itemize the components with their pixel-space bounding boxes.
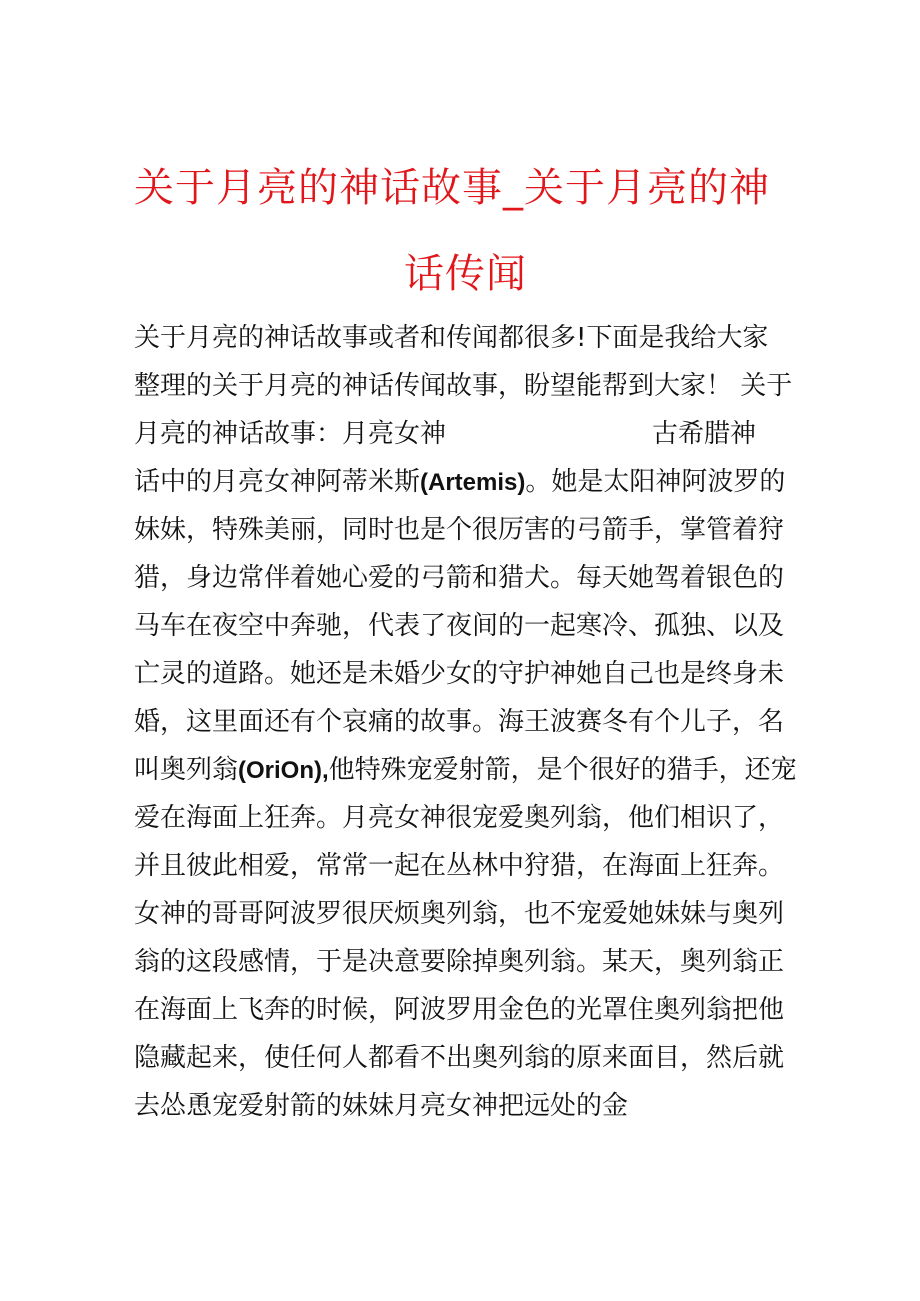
body-line-16: 隐藏起来，使任何人都看不出奥列翁的原来面目，然后就	[134, 1043, 785, 1073]
document-title-line-2: 话传闻	[404, 251, 527, 297]
body-line-6: 猎，身边常伴着她心爱的弓箭和猎犬。每天她驾着银色的	[134, 563, 785, 593]
body-line-4-a: 话中的月亮女神阿蒂米斯	[134, 467, 421, 497]
body-line-15: 在海面上飞奔的时候，阿波罗用金色的光罩住奥列翁把他	[134, 995, 785, 1025]
body-line-10-latin: (OriOn),	[238, 757, 329, 784]
body-line-5: 妹妹，特殊美丽，同时也是个很厉害的弓箭手，掌管着狩	[134, 515, 785, 545]
body-line-4-b: 。她是太阳神阿波罗的	[525, 467, 786, 497]
body-line-8: 亡灵的道路。她还是未婚少女的守护神她自己也是终身未	[134, 659, 785, 689]
body-line-1: 关于月亮的神话故事或者和传闻都很多!下面是我给大家	[134, 323, 769, 353]
body-line-9: 婚，这里面还有个哀痛的故事。海王波赛冬有个儿子，名	[134, 707, 785, 737]
body-line-3-right: 古希腊神	[652, 419, 757, 449]
body-line-11: 爱在海面上狂奔。月亮女神很宠爱奥列翁，他们相识了，	[134, 803, 785, 833]
body-line-4-latin: (Artemis)	[420, 469, 526, 496]
body-line-2: 整理的关于月亮的神话传闻故事，盼望能帮到大家！ 关于	[134, 371, 793, 401]
body-line-12: 并且彼此相爱，常常一起在丛林中狩猎，在海面上狂奔。	[134, 851, 785, 881]
body-line-7: 马车在夜空中奔驰，代表了夜间的一起寒冷、孤独、以及	[134, 611, 785, 641]
body-line-10	[134, 746, 797, 794]
body-line-4	[134, 458, 785, 506]
body-line-3	[134, 410, 794, 458]
body-line-17: 去怂恿宠爱射箭的妹妹月亮女神把远处的金	[134, 1091, 629, 1121]
document-title-line-1: 关于月亮的神话故事_关于月亮的神	[134, 165, 770, 211]
body-line-14: 翁的这段感情，于是决意要除掉奥列翁。某天，奥列翁正	[134, 947, 785, 977]
body-line-10-b: 他特殊宠爱射箭，是个很好的猎手，还宠	[328, 755, 797, 785]
body-line-13: 女神的哥哥阿波罗很厌烦奥列翁，也不宠爱她妹妹与奥列	[134, 899, 785, 929]
body-line-10-a: 叫奥列翁	[134, 755, 239, 785]
body-line-3-left: 月亮的神话故事：月亮女神	[134, 419, 447, 449]
